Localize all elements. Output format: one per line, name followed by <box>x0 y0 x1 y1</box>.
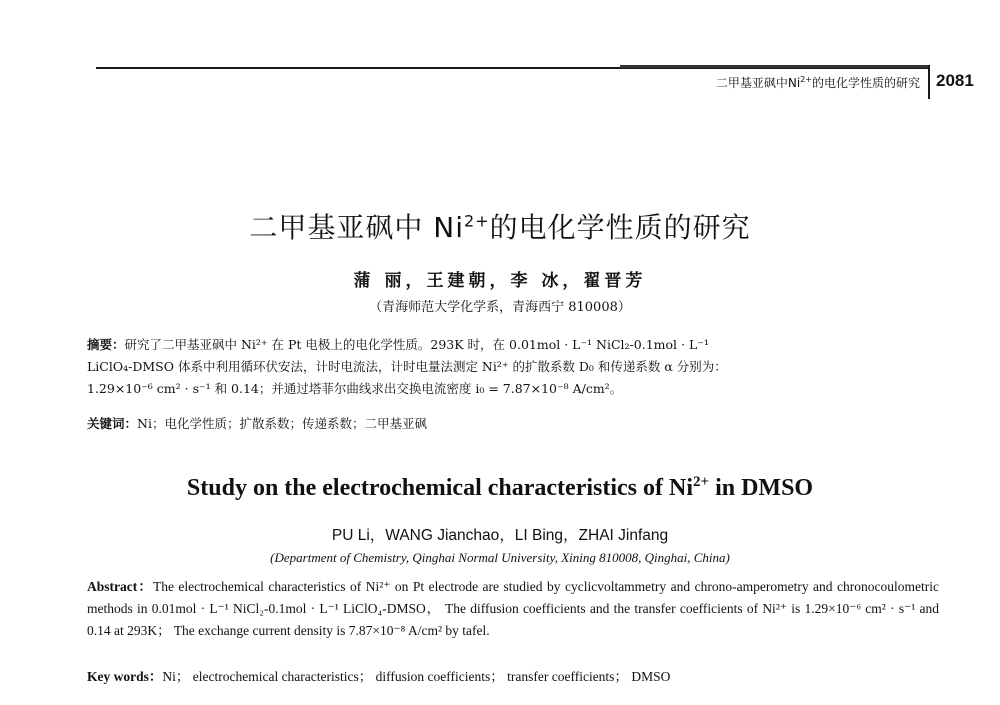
cn-abstract-line-3: 1.29×10⁻⁶ cm² · s⁻¹ 和 0.14；并通过塔菲尔曲线求出交换电流密度 i₀ = 7.87×10⁻⁸ A/cm²。 <box>87 381 623 396</box>
english-authors: PU Li，WANG Jianchao，LI Bing，ZHAI Jinfang <box>331 527 669 544</box>
cn-title-pre: 二甲基亚砜中 Ni <box>249 211 465 244</box>
en-title-sup: 2+ <box>693 474 710 490</box>
cn-abstract-line-1 <box>87 334 939 356</box>
cn-keywords-text: Ni；电化学性质；扩散系数；传递系数；二甲基亚砜 <box>137 416 427 431</box>
running-head-pre: 二甲基亚砜中Ni <box>715 76 801 90</box>
chinese-authors: 蒲 丽，王建朝，李 冰，翟晋芳 <box>353 271 647 291</box>
en-abstract-text: The electrochemical characteristics of Ni²⁺ on Pt electrode are studied by cyclicvoltammetry and chrono-amperometry and chronocoulometric methods in 0.01mol · L⁻¹ NiCl₂-0.1mol · L⁻¹ LiClO₄-DMSO， The diffusion coefficients and the transfer coefficients of Ni²⁺ is 1.29×10⁻⁶ cm² · s⁻¹ and 0.14 at 293K； The exchange current density is 7.87×10⁻⁸ A/cm² by tafel. <box>87 579 939 638</box>
running-head-post: 的电化学性质的研究 <box>811 76 920 90</box>
chinese-keywords <box>87 414 939 432</box>
en-abstract-label: Abstract： <box>87 579 153 594</box>
header-rule-thick <box>620 65 928 68</box>
chinese-title <box>0 206 1000 246</box>
chinese-affiliation: （青海师范大学化学系，青海西宁 810008） <box>369 300 631 315</box>
en-keywords-text: Ni； electrochemical characteristics； diffusion coefficients； transfer coefficients； DMSO <box>162 669 671 684</box>
cn-abstract-text-1: 研究了二甲基亚砜中 Ni²⁺ 在 Pt 电极上的电化学性质。293K 时，在 0.01mol · L⁻¹ NiCl₂-0.1mol · L⁻¹ <box>124 337 709 352</box>
chinese-abstract <box>87 334 939 400</box>
cn-title-sup: 2+ <box>464 211 490 231</box>
en-title-pre: Study on the electrochemical characteristics of Ni <box>186 475 694 501</box>
running-head <box>590 74 920 91</box>
en-keywords-label: Key words： <box>87 669 163 684</box>
page-number: 2081 <box>936 71 974 90</box>
english-affiliation <box>0 550 1000 566</box>
header-divider <box>928 65 930 99</box>
cn-title-post: 的电化学性质的研究 <box>489 211 751 244</box>
cn-abstract-label: 摘要： <box>87 337 125 352</box>
en-affiliation-text: (Department of Chemistry, Qinghai Normal University, Xining 810008, Qinghai, China) <box>270 550 730 565</box>
english-keywords <box>87 665 939 685</box>
running-head-sup: 2+ <box>800 75 812 84</box>
english-title <box>0 474 1000 502</box>
en-title-post: in DMSO <box>709 475 814 501</box>
cn-abstract-line-2: LiClO₄-DMSO 体系中利用循环伏安法，计时电流法，计时电量法测定 Ni²⁺ 的扩散系数 D₀ 和传递系数 α 分别为： <box>87 359 727 374</box>
english-abstract <box>87 576 939 642</box>
cn-keywords-label: 关键词： <box>87 416 138 431</box>
